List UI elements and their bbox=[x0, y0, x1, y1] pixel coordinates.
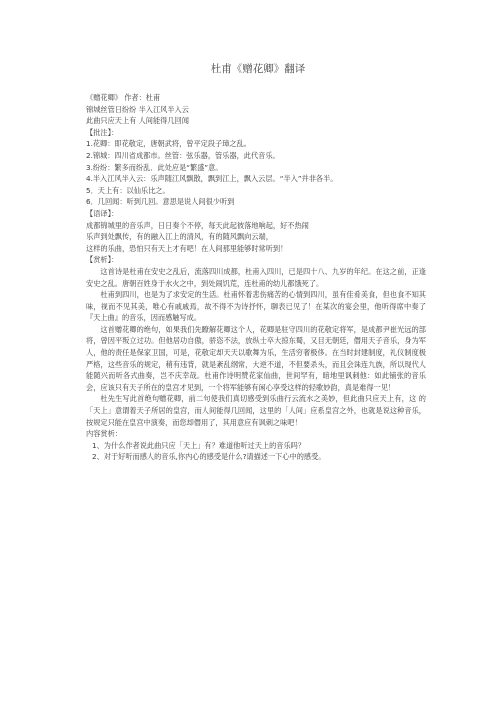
notes-header: 【批注】： bbox=[86, 127, 119, 137]
poem-section bbox=[86, 92, 426, 127]
poem-line-2: 此曲只应天上有 人间能得几回闻 bbox=[86, 116, 189, 126]
poem-line-1: 锦城丝管日纷纷 半入江风半入云 bbox=[86, 104, 189, 114]
note-item: 5．天上有：以仙乐比之。 bbox=[86, 185, 170, 195]
appreciation-paragraph: 这首诗是杜甫在安史之乱后，流落四川成都，杜甫入四川，已是四十八、九岁的年纪。在这之前，正逢安史之乱。唐朝百姓身于水火之中，到处闹饥荒，连杜甫的幼儿都饿死了。 bbox=[86, 266, 426, 288]
appreciation-paragraph: 杜甫到四川，也是为了求安定的生活。杜甫怀着悲伤痛苦的心情到四川，虽有佳肴美食，但也食不知其味，视而不见其美，唯心有戚戚焉，故不得不为诗抒怀，聊表已见了！在某次的宴会里，他听得席中奏了『天上曲』的音乐，因而感触写成。 bbox=[86, 290, 426, 323]
note-item: 3.纷纷：繁多而纷乱．此处应是“繁盛”意。 bbox=[86, 162, 223, 172]
appreciation-section bbox=[86, 254, 426, 428]
note-item: 2.锦城：四川省成都市。丝管：弦乐器，管乐器，此代音乐。 bbox=[86, 150, 280, 160]
appreciation-header: 【赏析】： bbox=[86, 255, 119, 265]
translation-line: 成都锦城里的音乐声，日日奏个不停，每天此起彼落地响起，好不热闹 bbox=[86, 220, 309, 230]
appreciation-paragraph: 杜先生写此首绝句赠花卿，前二句使我们真切感受到乐曲行云流水之美妙，但此曲只应天上有，这 的「天上」意谓着天子所居的皇宫，而人间能得几回闻，这里的「人间」应系皇宫之外，也就是说这种音乐，按规定只能在皇宫中演奏，而您却僭用了，其用意应有讽刺之味吧！ bbox=[86, 394, 426, 427]
notes-section bbox=[86, 127, 426, 208]
poem-heading: 《赠花卿》 作者：杜甫 bbox=[86, 93, 161, 102]
translation-line: 乐声到处飘传，有的融入江上的清风，有的随风飘向云端， bbox=[86, 232, 273, 242]
note-item: 4.半入江风半入云：乐声随江风飘散，飘到江上，飘入云层。“半入”并非各半。 bbox=[86, 174, 338, 184]
note-item: 1.花卿：即花敬定，唐朝武将，曾平定段子璋之乱。 bbox=[86, 139, 251, 149]
translation-line: 这样的乐曲，恐怕只有天上才有吧！在人间那里能够时常听到！ bbox=[86, 243, 288, 253]
questions-section bbox=[86, 428, 426, 463]
document-title: 杜甫《赠花卿》翻译 bbox=[210, 63, 306, 75]
question-item: 2、对于好听而感人的音乐,你内心的感受是什么?请描述一下心中的感受。 bbox=[92, 452, 326, 462]
translation-header: 【语译】： bbox=[86, 208, 119, 218]
question-item: 1、为什么作者说此曲只应「天上」有？难道他听过天上的音乐吗？ bbox=[92, 440, 306, 450]
note-item: 6．几回闻：听到几回。意思是说人间很少听到 bbox=[86, 197, 235, 207]
questions-header: 内容赏析： bbox=[86, 429, 122, 439]
appreciation-paragraph: 这首赠花卿的绝句，如果我们先瞭解花卿这个人，花卿是驻守四川的花敬定将军，是成都尹崔光远的部将，曾因平叛立过功。但他居功自傲，骄恣不法，放纵士卒大掠东蜀，又目无朝廷，僭用天子音乐，身为军人，他的责任是保家卫国，可是，花敬定却天天以歌舞为乐，生活穷奢极侈。在当时封建制度，礼仪制度极严格，这些音乐的规定，稍有违背，就是紊乱纲常，大逆不道，不但要杀头，而且会诛连九族，所以现代人能随兴而听各式曲奏，岂不庆幸哉。杜甫作诗明赞花家仙曲，世间罕有，暗地里讽刺他：如此铺张的音乐会，应该只有天子所在的皇宫才见到，一个将军能够有闲心享受这样的轻歌妙韵，真是难得一见！ bbox=[86, 324, 426, 392]
translation-section bbox=[86, 208, 426, 254]
